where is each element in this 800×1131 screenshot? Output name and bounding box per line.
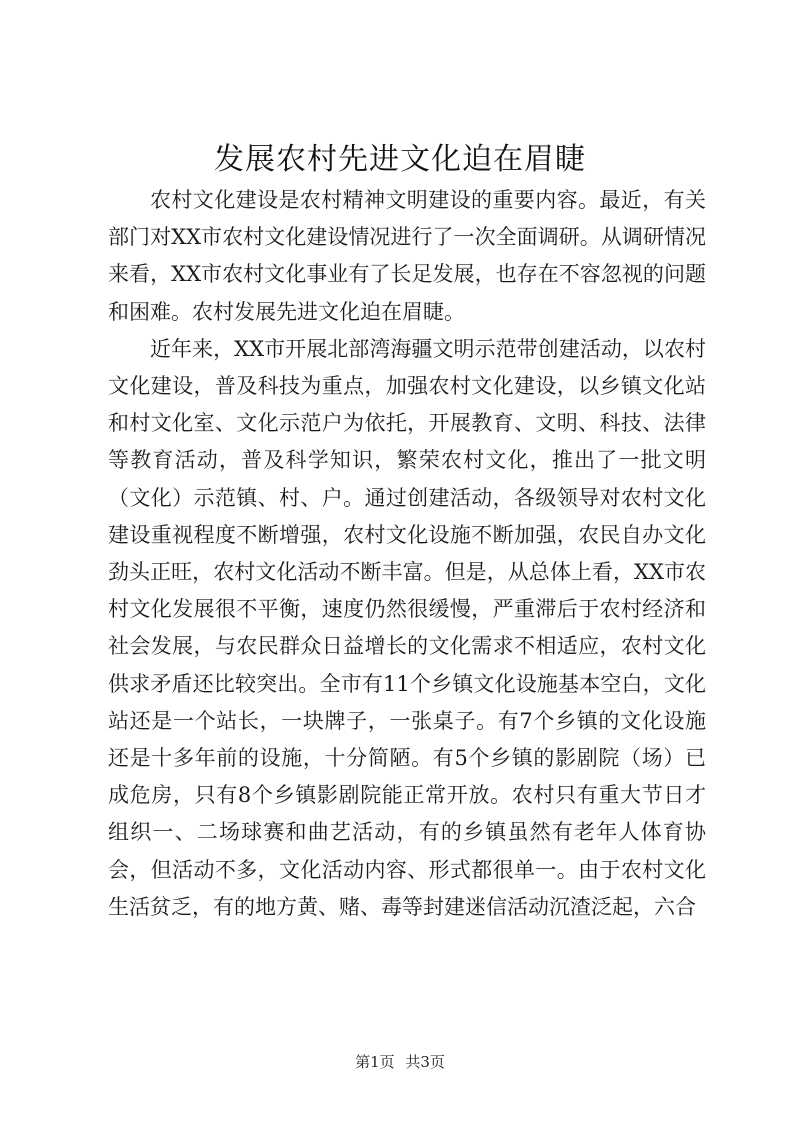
page-number-current: 第1页 — [355, 1053, 395, 1071]
page-number-total: 共3页 — [405, 1053, 445, 1071]
paragraph-main: 近年来，XX市开展北部湾海疆文明示范带创建活动，以农村文化建设，普及科技为重点，加强农村文化建设，以乡镇文化站和村文化室、文化示范户为依托，开展教育、文明、科技、法律等教育活动，普及科学知识，繁荣农村文化，推出了一批文明（文化）示范镇、村、户。通过创建活动，各级领导对农村文化建设重视程度不断增强，农村文化设施不断加强，农民自办文化劲头正旺，农村文化活动不断丰富。但是，从总体上看，XX市农村文化发展很不平衡，速度仍然很缓慢，严重滞后于农村经济和社会发展，与农民群众日益增长的文化需求不相适应，农村文化供求矛盾还比较突出。全市有11个乡镇文化设施基本空白，文化站还是一个站长，一块牌子，一张桌子。有7个乡镇的文化设施还是十多年前的设施，十分简陋。有5个乡镇的影剧院（场）已成危房，只有8个乡镇影剧院能正常开放。农村只有重大节日才组织一、二场球赛和曲艺活动，有的乡镇虽然有老年人体育协会，但活动不多，文化活动内容、形式都很单一。由于农村文化生活贫乏，有的地方黄、赌、毒等封建迷信活动沉渣泛起，六合 — [108, 336, 706, 919]
paragraph-intro: 农村文化建设是农村精神文明建设的重要内容。最近，有关部门对XX市农村文化建设情况进行了一次全面调研。从调研情况来看，XX市农村文化事业有了长足发展，也存在不容忽视的问题和困难。农村发展先进文化迫在眉睫。 — [108, 188, 706, 324]
page-footer — [0, 1052, 800, 1072]
document-body — [108, 182, 706, 926]
document-title: 发展农村先进文化迫在眉睫 — [214, 142, 586, 177]
